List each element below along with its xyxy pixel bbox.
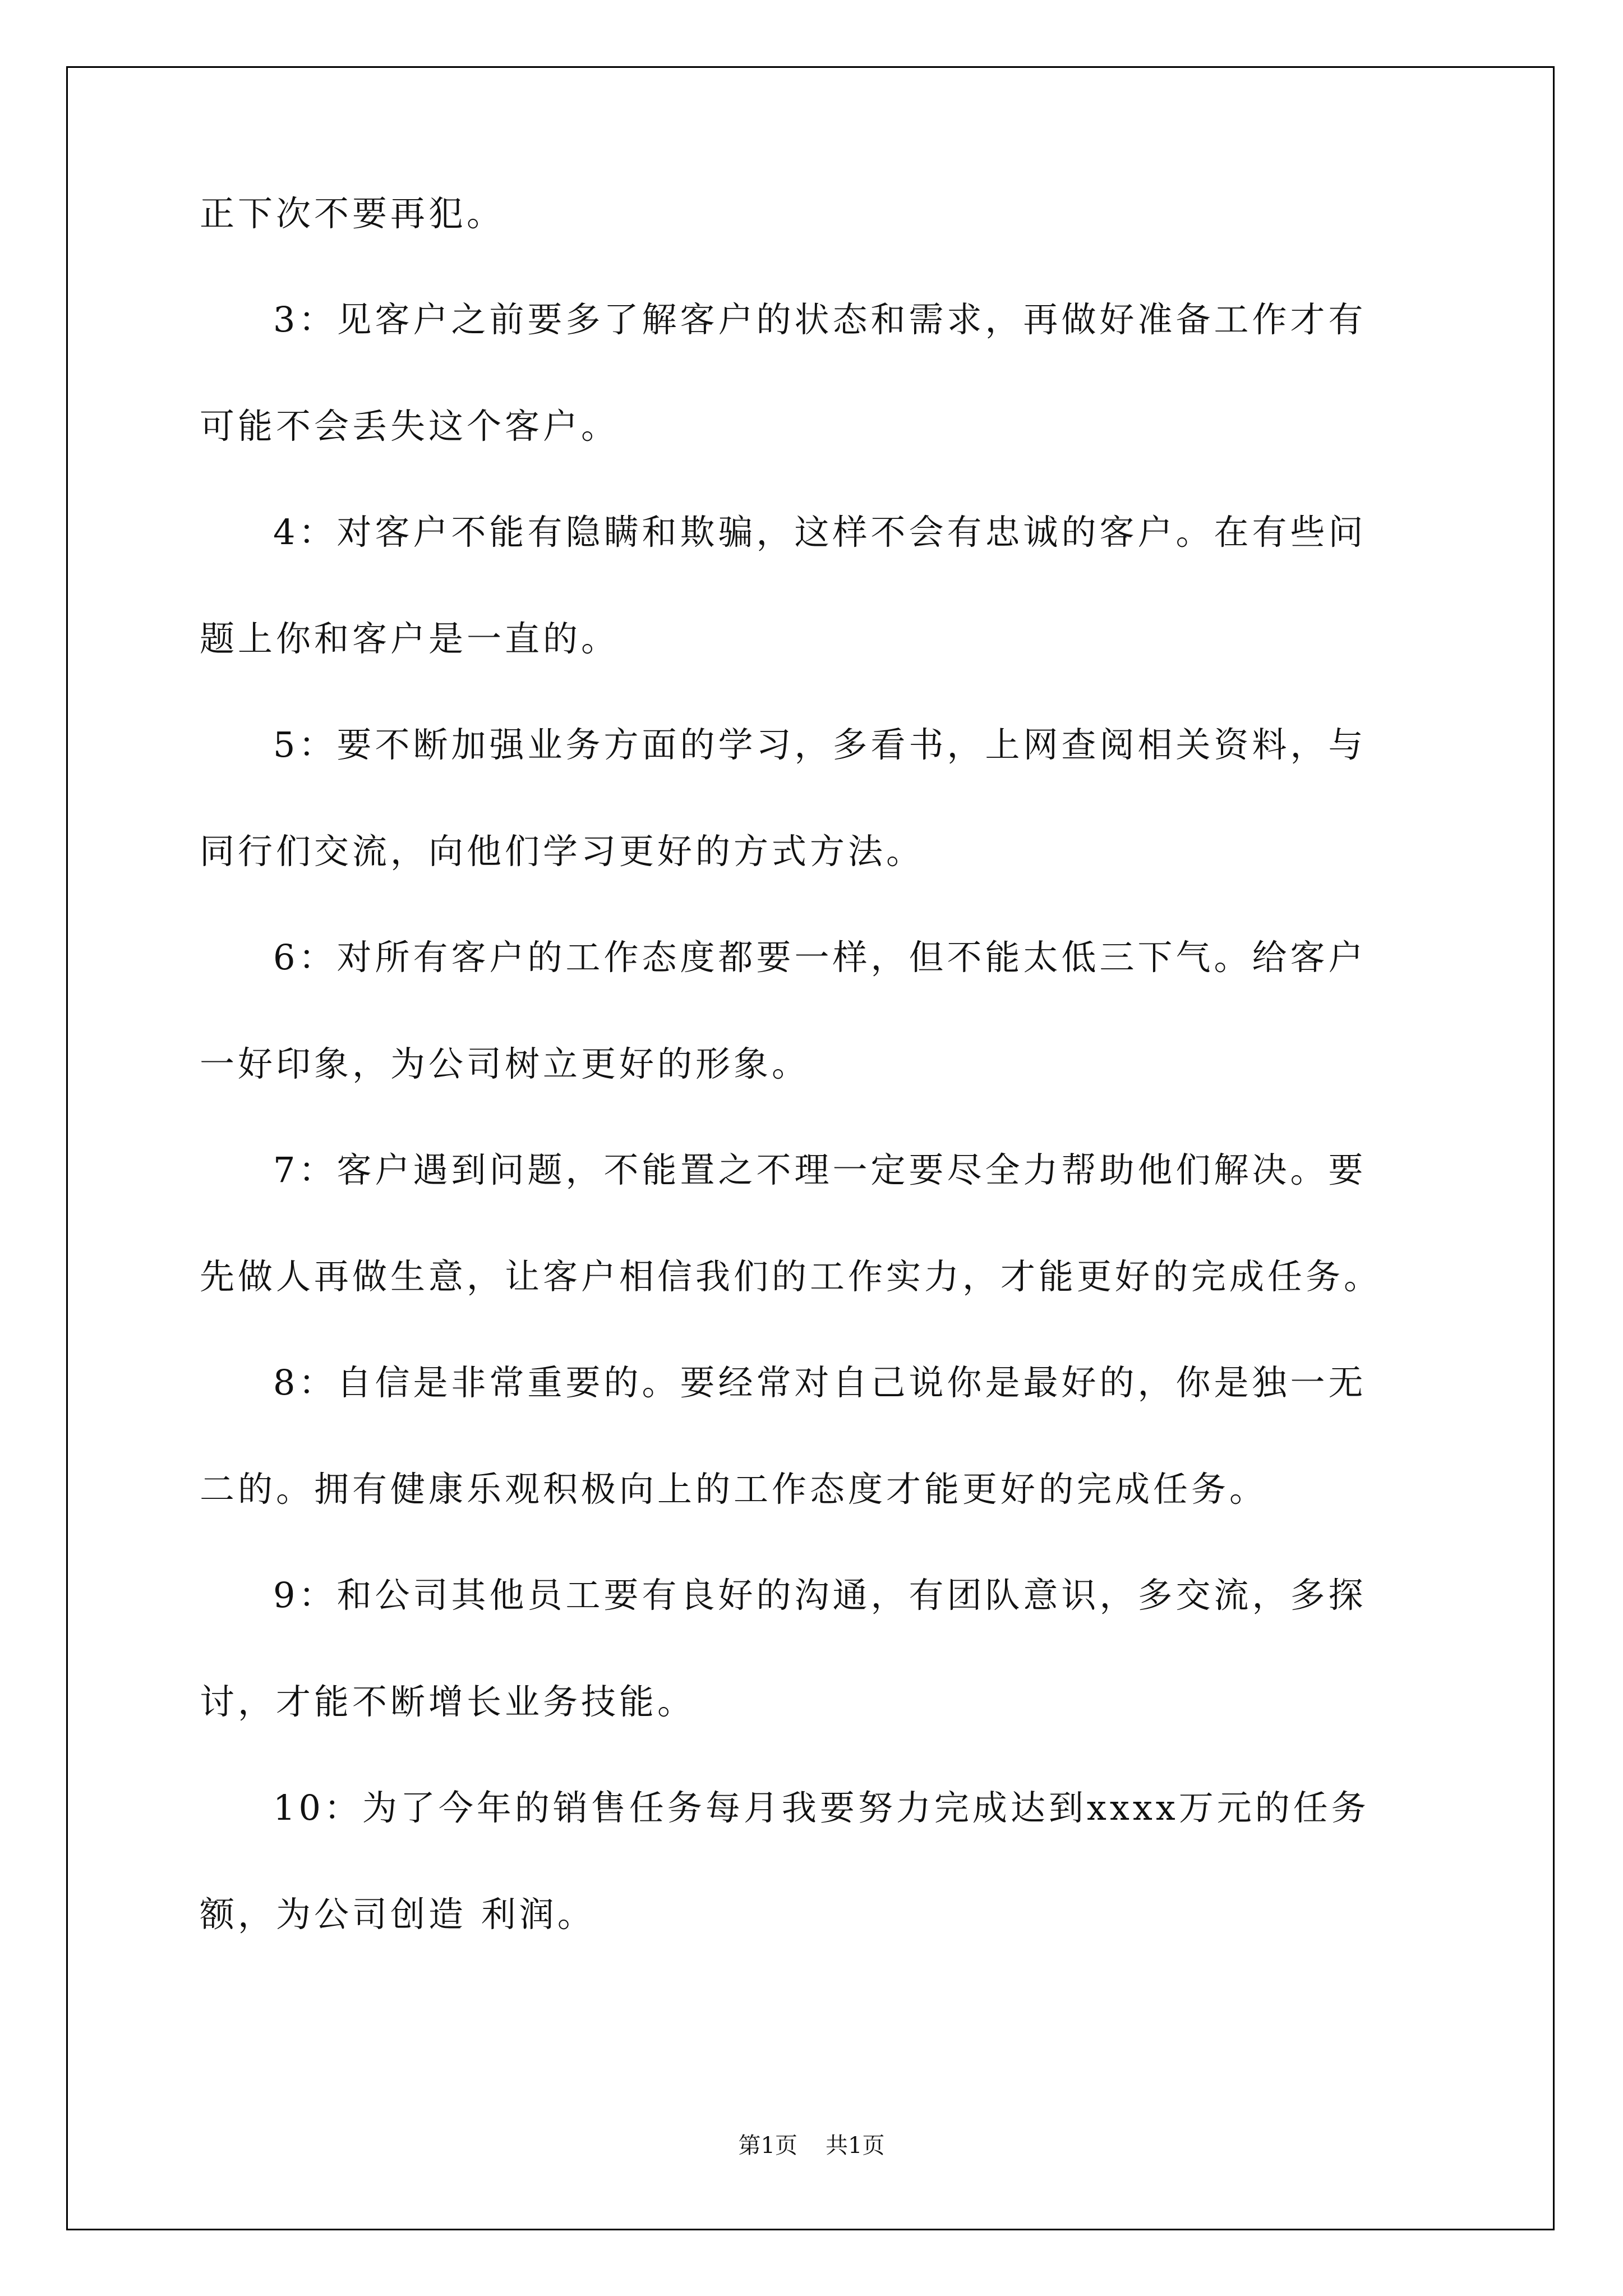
- list-item-7-line-2: 先做人再做生意，让客户相信我们的工作实力，才能更好的完成任务。: [200, 1256, 1382, 1297]
- text-line: 正下次不要再犯。: [200, 193, 505, 234]
- list-item-6-line-2: 一好印象，为公司树立更好的形象。: [200, 1043, 810, 1084]
- list-item-3-line-1: 3：见客户之前要多了解客户的状态和需求，再做好准备工作才有: [273, 299, 1367, 340]
- list-item-5-line-2: 同行们交流，向他们学习更好的方式方法。: [200, 831, 925, 872]
- list-item-10-line-2: 额，为公司创造 利润。: [200, 1894, 596, 1935]
- list-item-3-line-2: 可能不会丢失这个客户。: [200, 406, 620, 447]
- document-body: [200, 193, 1433, 1935]
- page-footer: [0, 2132, 1623, 2160]
- list-item-6-line-1: 6：对所有客户的工作态度都要一样，但不能太低三下气。给客户: [273, 937, 1367, 978]
- list-item-7-line-1: 7：客户遇到问题，不能置之不理一定要尽全力帮助他们解决。要: [273, 1149, 1367, 1190]
- list-item-4-line-1: 4：对客户不能有隐瞒和欺骗，这样不会有忠诚的客户。在有些问: [273, 512, 1367, 553]
- list-item-8-line-1: 8：自信是非常重要的。要经常对自己说你是最好的，你是独一无: [273, 1362, 1367, 1403]
- list-item-4-line-2: 题上你和客户是一直的。: [200, 618, 620, 659]
- page-number-current: 第1页: [738, 2133, 797, 2159]
- list-item-5-line-1: 5：要不断加强业务方面的学习，多看书，上网查阅相关资料，与: [273, 724, 1367, 765]
- list-item-8-line-2: 二的。拥有健康乐观积极向上的工作态度才能更好的完成任务。: [200, 1469, 1268, 1510]
- list-item-10-line-1: 10：为了今年的销售任务每月我要努力完成达到xxxx万元的任务: [273, 1787, 1370, 1828]
- page-number-total: 共1页: [826, 2133, 885, 2159]
- list-item-9-line-1: 9：和公司其他员工要有良好的沟通，有团队意识，多交流，多探: [273, 1575, 1367, 1616]
- list-item-9-line-2: 讨，才能不断增长业务技能。: [200, 1681, 696, 1722]
